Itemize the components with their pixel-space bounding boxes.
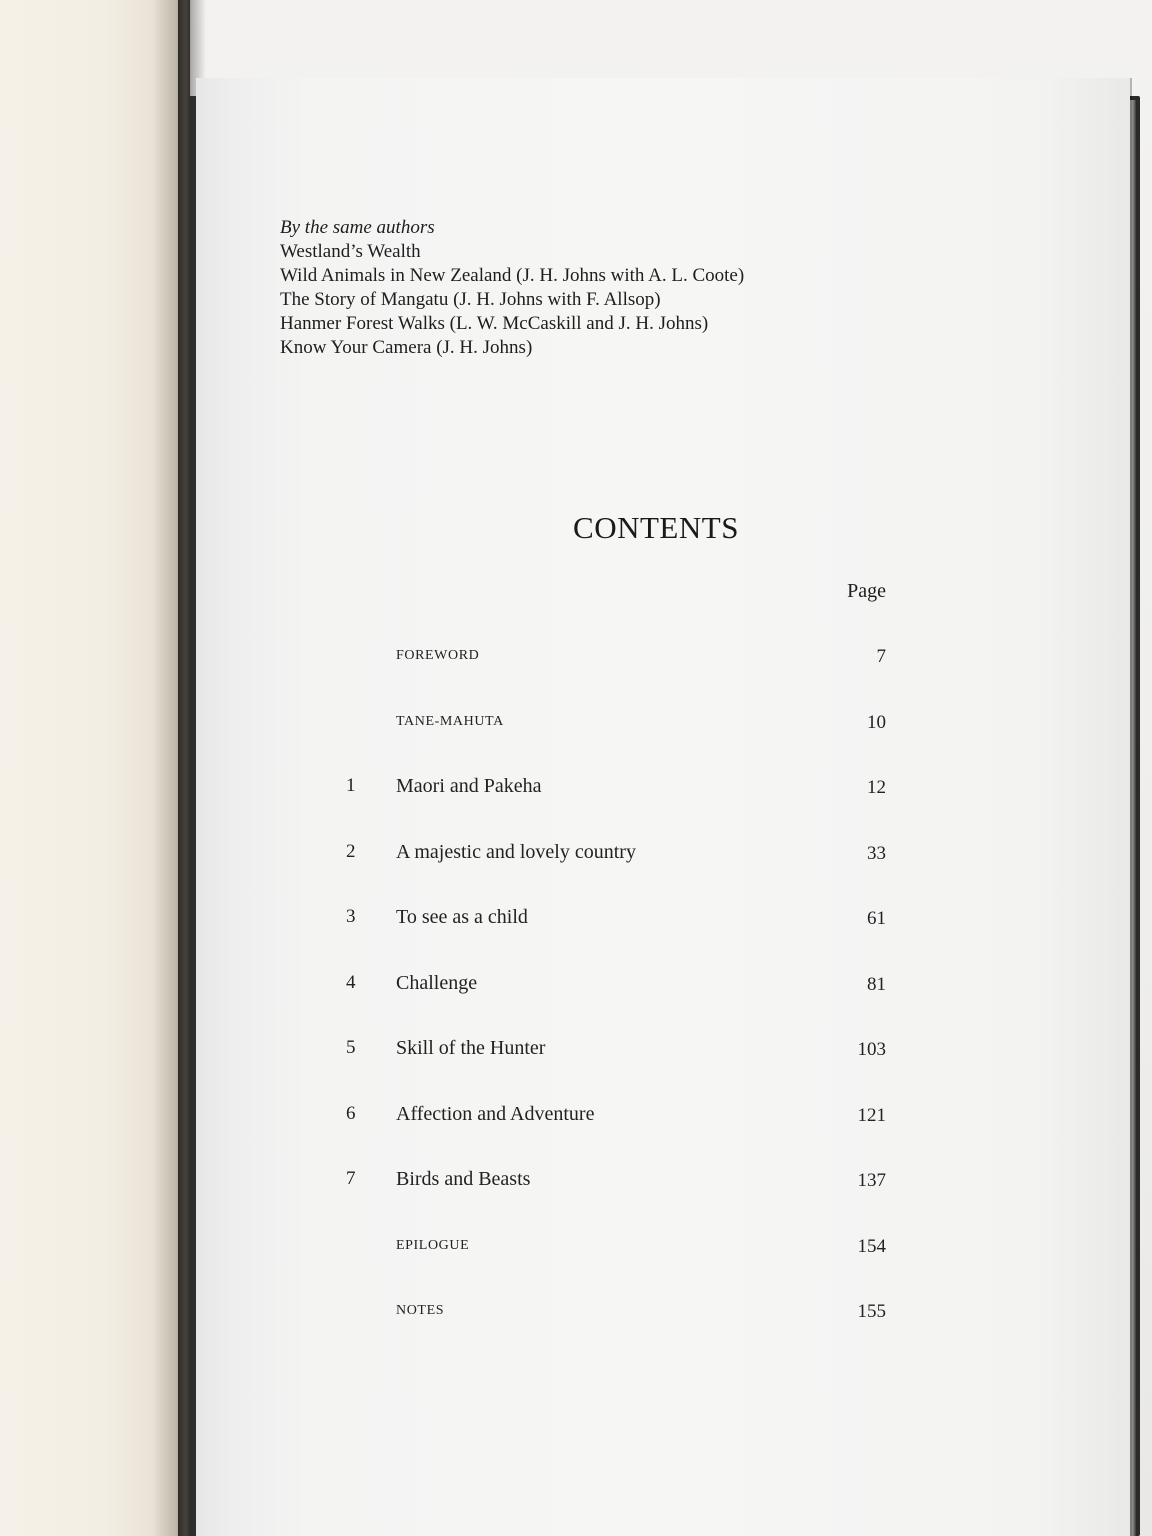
chapter-title: FOREWORD: [396, 648, 480, 663]
chapter-title: A majestic and lovely country: [396, 840, 636, 863]
toc-entry: [346, 1168, 886, 1198]
page-column-label: Page: [847, 580, 886, 602]
toc-entry: [346, 1037, 886, 1067]
toc-entry: [346, 841, 886, 871]
chapter-page-number: 81: [867, 973, 886, 995]
book-title: The Story of Mangatu (J. H. Johns with F. Allsop): [280, 289, 661, 310]
book-title: Westland’s Wealth: [280, 241, 421, 262]
chapter-title: To see as a child: [396, 906, 528, 928]
chapter-number: 3: [346, 906, 356, 927]
by-same-authors-list: [280, 216, 900, 360]
chapter-title: Affection and Adventure: [396, 1102, 595, 1125]
chapter-page-number: 12: [867, 777, 886, 798]
toc-entry: [346, 775, 886, 805]
chapter-page-number: 7: [876, 646, 886, 667]
chapter-number: 6: [346, 1102, 356, 1124]
chapter-page-number: 103: [857, 1039, 886, 1060]
chapter-number: 4: [346, 971, 356, 993]
book-title: Wild Animals in New Zealand (J. H. Johns with A. L. Coote): [280, 265, 745, 286]
chapter-title: Challenge: [396, 971, 478, 994]
toc-entry: [346, 644, 886, 674]
contents-title: CONTENTS: [573, 510, 739, 545]
book-title: Know Your Camera (J. H. Johns): [280, 337, 533, 358]
right-page: [196, 78, 1130, 1536]
chapter-title: Maori and Pakeha: [396, 775, 542, 797]
chapter-page-number: 33: [867, 842, 886, 864]
chapter-title: TANE-MAHUTA: [396, 713, 504, 729]
chapter-title: Birds and Beasts: [396, 1168, 531, 1190]
chapter-number: 7: [346, 1168, 356, 1189]
chapter-page-number: 154: [857, 1235, 886, 1257]
page-content: [196, 78, 1130, 1536]
chapter-number: 1: [346, 775, 356, 796]
chapter-page-number: 10: [867, 711, 886, 733]
toc-entry: [346, 1103, 886, 1133]
toc-entry: [346, 1299, 886, 1329]
chapter-page-number: 121: [857, 1104, 886, 1126]
toc-entry: [346, 972, 886, 1002]
chapter-page-number: 155: [857, 1301, 886, 1322]
chapter-title: EPILOGUE: [396, 1237, 470, 1253]
left-page: [0, 0, 190, 1536]
chapter-title: Skill of the Hunter: [396, 1037, 546, 1059]
book-title: Hanmer Forest Walks (L. W. McCaskill and J. H. Johns): [280, 313, 709, 334]
toc-entry: [346, 1234, 886, 1264]
chapter-title: NOTES: [396, 1303, 445, 1318]
toc-entry: [346, 906, 886, 936]
chapter-number: 2: [346, 840, 356, 862]
chapter-page-number: 137: [857, 1170, 886, 1191]
by-same-authors-heading: By the same authors: [280, 217, 435, 238]
toc-entry: [346, 710, 886, 740]
chapter-page-number: 61: [867, 908, 886, 929]
chapter-number: 5: [346, 1037, 356, 1058]
